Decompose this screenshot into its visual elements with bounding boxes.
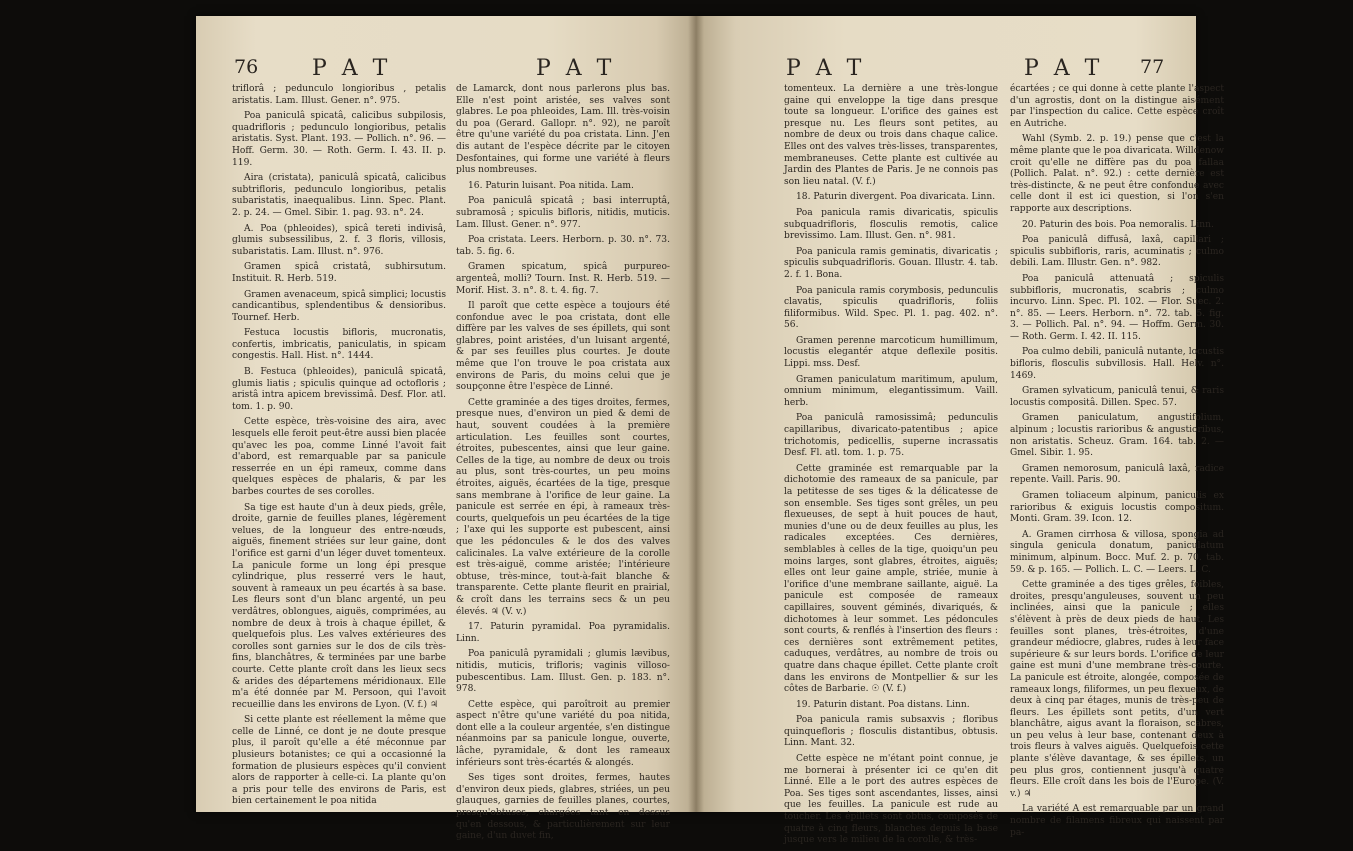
paragraph: Poa paniculâ diffusâ, laxâ, capillari ; spiculis subbifloris, raris, acuminatis ; culmo debili. Lam. Illustr. Gen. n°. 982.: [1010, 235, 1224, 269]
text-column-3: [784, 84, 998, 851]
paragraph: Cette espèce, très-voisine des aira, avec lesquels elle feroit peut-être aussi bien placée qu'avec les poa, comme Linné l'avoit fait d'abord, est remarquable par sa panicule resserrée en un épi rameux, comme dans quelques espèces de phalaris, & par les barbes courtes de ses corolles.: [232, 417, 446, 497]
paragraph: Poa cristata. Leers. Herborn. p. 30. n°. 73. tab. 5. fig. 6.: [456, 235, 670, 257]
paragraph: Aira (cristata), paniculâ spicatâ, calicibus subtrifloris, pedunculo longioribus, petalis subaristatis, inaequalibus. Linn. Spec. Plant. 2. p. 24. — Gmel. Sibir. 1. pag. 93. n°. 24.: [232, 173, 446, 218]
paragraph: A. Gramen cirrhosa & villosa, spongia ad singula genicula donatum, paniculatum minimum, alpinum. Bocc. Muf. 2. p. 70. tab. 59. & p. 165. — Pollich. L. C. — Leers. L. C.: [1010, 529, 1224, 575]
paragraph: Gramen perenne marcoticum humillimum, locustis elegantér atque deflexile positis. Lippi. mss. Desf.: [784, 335, 998, 370]
paragraph: A. Poa (phleoides), spicâ tereti indivisâ, glumis subsessilibus, 2. f. 3 floris, villosis, subaristatis. Lam. Illust. n°. 976.: [232, 223, 446, 257]
paragraph: Poa paniculâ spicatâ, calicibus subpilosis, quadrifloris ; pedunculo longioribus, petalis aristatis. Syst. Plant. 193. — Pollich. n°. 96. — Hoff. Germ. 30. — Roth. Germ. I. 43. II. p. 119.: [232, 111, 446, 168]
paragraph: 17. Paturin pyramidal. Poa pyramidalis. Linn.: [456, 622, 670, 644]
paragraph: Gramen paniculatum maritimum, apulum, omnium minimum, elegantissimum. Vaill. herb.: [784, 374, 998, 408]
paragraph: Poa paniculâ spicatâ ; basi interruptâ, subramosâ ; spiculis bifloris, nitidis, muticis. Lam. Illust. Gener. n°. 977.: [456, 196, 670, 230]
running-head-left-1: P A T: [312, 56, 392, 81]
paragraph: Cette graminée a des tiges grêles, foibles, droites, presqu'anguleuses, souvent un peu inclinées, ainsi que la panicule ; elles s'élèvent à près de deux pieds de haut. Les feuilles sont planes, très-étroites, d'une grandeur médiocre, glabres, rudes à leur face supérieure & sur leurs bords. L'orifice de leur gaine est muni d'une membrane très-courte. La panicule est étroite, alongée, composée de rameaux longs, filiformes, un peu flexueux, de deux à cinq par étages, munis de très-peu de fleurs. Les épillets sont petits, d'un vert blanchâtre, aigus avant la floraison, scabres, un peu velus à leur base, contenant deux à trois fleurs à valves aiguës. Quelquefois cette plante s'élève davantage, & ses épillets, un peu plus gros, contiennent jusqu'à quatre fleurs. Elle croît dans les bois de l'Europe. (V. v.) ♃: [1010, 580, 1224, 799]
running-head-right-2: P A T: [1024, 56, 1104, 81]
page-number-right: 77: [1140, 56, 1165, 78]
running-head-left-2: P A T: [536, 56, 616, 81]
right-page: [696, 16, 1224, 846]
paragraph: 18. Paturin divergent. Poa divaricata. Linn.: [796, 192, 996, 203]
paragraph: Poa paniculâ pyramidali ; glumis lævibus, nitidis, muticis, trifloris; vaginis villoso-pubescentibus. Lam. Illust. Gen. p. 183. n°. 978.: [456, 649, 670, 695]
paragraph: 20. Paturin des bois. Poa nemoralis. Linn.: [1022, 219, 1214, 230]
paragraph: Cette graminée est remarquable par la dichotomie des rameaux de sa panicule, par la petitesse de ses tiges & la délicatesse de son ensemble. Ses tiges sont grêles, un peu flexueuses, de sept à huit pouces de haut, munies d'une ou de deux feuilles au plus, les radicales exceptées. Ces dernières, semblables à celles de la tige, quoiqu'un peu moins larges, sont glabres, étroites, aiguës; elles ont leur gaine ample, striée, munie à l'orifice d'une membrane saillante, aiguë. La panicule est composée de rameaux capillaires, souvent géminés, divariqués, & dichotomes à leur sommet. Les pédoncules sont courts, & renflés à l'insertion des fleurs : ces dernières sont extrêmement petites, caduques, verdâtres, au nombre de trois ou quatre dans chaque épillet. Cette plante croît dans les environs de Montpellier & sur les côtes de Barbarie. ☉ (V. f.): [784, 463, 998, 695]
paragraph: tomenteux. La dernière a une très-longue gaine qui enveloppe la tige dans presque toute sa longueur. L'orifice des gaines est presque nu. Les fleurs sont petites, au nombre de deux ou trois dans chaque calice. Elles ont des valves très-lisses, transparentes, membraneuses. Cette plante est cultivée au Jardin des Plantes de Paris. Je ne connois pas son lieu natal. (V. f.): [784, 84, 998, 187]
text-column-1: [232, 84, 446, 812]
paragraph: Gramen avenaceum, spicâ simplici; locustis candicantibus, splendentibus & densioribus. Tournef. Herb.: [232, 289, 446, 323]
text-column-4: [1010, 84, 1224, 843]
paragraph: Wahl (Symb. 2. p. 19.) pense que c'est la même plante que le poa divaricata. Willdenow croit qu'elle ne diffère pas du poa fallaa (Pollich. Palat. n°. 92.) : cette dernière est très-distincte, & ne peut être confondue avec celle dont il est ici question, si l'on s'en rapporte aux descriptions.: [1010, 134, 1224, 214]
paragraph: Gramen spicatum, spicâ purpureo-argenteâ, molli? Tourn. Inst. R. Herb. 519. — Morif. Hist. 3. n°. 8. t. 4. fig. 7.: [456, 262, 670, 296]
paragraph: Festuca locustis bifloris, mucronatis, confertis, imbricatis, paniculatis, in spicam congestis. Hall. Hist. n°. 1444.: [232, 328, 446, 362]
paragraph: Poa paniculâ attenuatâ ; spiculis subbifloris, mucronatis, scabris ; culmo incurvo. Linn. Spec. Pl. 102. — Flor. Suec. 2. n°. 85. — Leers. Herborn. n°. 72. tab. 5. fig. 3. — Pollich. Pal. n°. 94. — Hoffm. Germ. 30. — Roth. Germ. I. 42. II. 115.: [1010, 273, 1224, 342]
paragraph: Il paroît que cette espèce a toujours été confondue avec le poa cristata, dont elle diffère par les valves de ses épillets, qui sont glabres, point aristées, d'un luisant argenté, & par ses feuilles plus courtes. Je doute même que l'on trouve le poa cristata aux environs de Paris, du moins celui que je soupçonne être l'espèce de Linné.: [456, 301, 670, 393]
paragraph: B. Festuca (phleoides), paniculâ spicatâ, glumis liatis ; spiculis quinque ad octofloris ; aristâ intra apicem brevissimâ. Desf. Flor. atl. tom. 1. p. 90.: [232, 367, 446, 412]
paragraph: de Lamarck, dont nous parlerons plus bas. Elle n'est point aristée, ses valves sont glabres. Le poa phleoides, Lam. Ill. très-voisin du poa (Gerard. Gallopr. n°. 92), ne paroît être qu'une variété du poa cristata. Linn. J'en dis autant de l'espèce décrite par le citoyen Desfontaines, qui forme une variété à fleurs plus nombreuses.: [456, 84, 670, 176]
paragraph: Poa panicula ramis divaricatis, spiculis subquadrifloris, flosculis remotis, calice brevissimo. Lam. Illust. Gen. n°. 981.: [784, 207, 998, 242]
paragraph: Gramen spicâ cristatâ, subhirsutum. Instituit. R. Herb. 519.: [232, 262, 446, 284]
paragraph: Si cette plante est réellement la même que celle de Linné, ce dont je ne doute presque plus, il paroît qu'elle a été méconnue par plusieurs botanistes; ce qui a occasionné la formation de plusieurs espèces qu'il convient alors de rapporter à celle-ci. La plante qu'on a pris pour telle des environs de Paris, est bien certainement le poa nitida: [232, 715, 446, 807]
paragraph: Ses tiges sont droites, fermes, hautes d'environ deux pieds, glabres, striées, un peu glauques, garnies de feuilles planes, courtes, presqu'obtuses, chargées tant en dessus qu'en dessous, & particulièrement sur leur gaine, d'un duvet fin,: [456, 773, 670, 842]
paragraph: La variété A est remarquable par un grand nombre de filamens fibreux qui naissent par pa-: [1010, 804, 1224, 838]
paragraph: triflorâ ; pedunculo longioribus , petalis aristatis. Lam. Illust. Gener. n°. 975.: [232, 84, 446, 106]
paragraph: Gramen nemorosum, paniculâ laxâ, radice repente. Vaill. Paris. 90.: [1010, 463, 1224, 486]
open-book: [196, 16, 1224, 846]
page-number-left: 76: [234, 56, 259, 78]
paragraph: Gramen toliaceum alpinum, paniculis ex rarioribus & exiguis locustis compositum. Monti. Gram. 39. Icon. 12.: [1010, 491, 1224, 525]
book-gutter: [688, 16, 704, 812]
running-head-right-1: P A T: [786, 56, 866, 81]
paragraph: Sa tige est haute d'un à deux pieds, grêle, droite, garnie de feuilles planes, légèrement velues, de la longueur des entre-nœuds, aiguës, finement striées sur leur gaine, dont l'orifice est garni d'un léger duvet tomenteux. La panicule forme un long épi presque cylindrique, plus resserré vers le haut, souvent à rameaux un peu écartés à sa base. Les fleurs sont d'un blanc argenté, un peu verdâtres, oblongues, aiguës, comprimées, au nombre de deux à trois à chaque épillet, & quelquefois plus. Les valves extérieures des corolles sont garnies sur le dos de cils très-fins, blanchâtres, & terminées par une barbe courte. Cette plante croît dans les lieux secs & arides des départemens méridionaux. Elle m'a été donnée par M. Persoon, qui l'avoit recueillie dans les environs de Lyon. (V. f.) ♃: [232, 502, 446, 710]
paragraph: Poa panicula ramis geminatis, divaricatis ; spiculis subquadrifloris. Gouan. Illustr. 4. tab. 2. f. 1. Bona.: [784, 246, 998, 280]
text-column-2: [456, 84, 670, 847]
left-page: [196, 16, 696, 842]
paragraph: Cette graminée a des tiges droites, fermes, presque nues, d'environ un pied & demi de haut, souvent coudées à la première articulation. Les feuilles sont courtes, étroites, pubescentes, ainsi que leur gaine. Celles de la tige, au nombre de deux ou trois au plus, sont très-courtes, un peu moins étroites, aiguës, écartées de la tige, presque sans membrane à l'orifice de leur gaine. La panicule est serrée en épi, à rameaux très-courts, quelquefois un peu écartées de la tige ; l'axe qui les supporte est pubescent, ainsi que les pédoncules & le dos des valves calicinales. La valve extérieure de la corolle est très-aiguë, comme aristée; l'intérieure obtuse, très-mince, tout-à-fait blanche & transparente. Cette plante fleurit en prairial, & croît dans les terrains secs & un peu élevés. ♃ (V. v.): [456, 397, 670, 617]
paragraph: 19. Paturin distant. Poa distans. Linn.: [796, 699, 970, 710]
paragraph: Cette espèce ne m'étant point connue, je me bornerai à présenter ici ce qu'en dit Linné. Elle a le port des autres espèces de Poa. Ses tiges sont ascendantes, lisses, ainsi que les feuilles. La panicule est rude au toucher. Les épillets sont obtus, composés de quatre à cinq fleurs, blanches depuis la base jusque vers le milieu de la corolle, & très-: [784, 754, 998, 846]
paragraph: Gramen sylvaticum, paniculâ tenui, & raris locustis compositâ. Dillen. Spec. 57.: [1010, 386, 1224, 408]
paragraph: Gramen paniculatum, angustifolium, alpinum ; locustis rarioribus & angustioribus, non aristatis. Scheuz. Gram. 164. tab. 2. — Gmel. Sibir. 1. 95.: [1010, 413, 1224, 459]
paragraph: Poa panicula ramis corymbosis, pedunculis clavatis, spiculis quadrifloris, foliis filiformibus. Wild. Spec. Pl. 1. pag. 402. n°. 56.: [784, 285, 998, 331]
paragraph: écartées ; ce qui donne à cette plante l'aspect d'un agrostis, dont on la distingue aisément par l'inspection du calice. Cette espèce croît en Autriche.: [1010, 84, 1224, 129]
paragraph: 16. Paturin luisant. Poa nitida. Lam.: [468, 180, 634, 191]
paragraph: Cette espèce, qui paroîtroit au premier aspect n'être qu'une variété du poa nitida, dont elle a la couleur argentée, s'en distingue néanmoins par sa panicule longue, ouverte, lâche, pyramidale, & dont les rameaux inférieurs sont très-écartés & alongés.: [456, 699, 670, 768]
paragraph: Poa paniculâ ramosissimâ; pedunculis capillaribus, divaricato-patentibus ; apice trichotomis, pedicellis, superne incrassatis Desf. Fl. atl. tom. 1. p. 75.: [784, 413, 998, 459]
paragraph: Poa panicula ramis subsaxvis ; floribus quinquefloris ; flosculis distantibus, obtusis. Linn. Mant. 32.: [784, 715, 998, 749]
paragraph: Poa culmo debili, paniculâ nutante, locustis bifloris, flosculis subvillosis. Hall. Helv. n°. 1469.: [1010, 347, 1224, 381]
